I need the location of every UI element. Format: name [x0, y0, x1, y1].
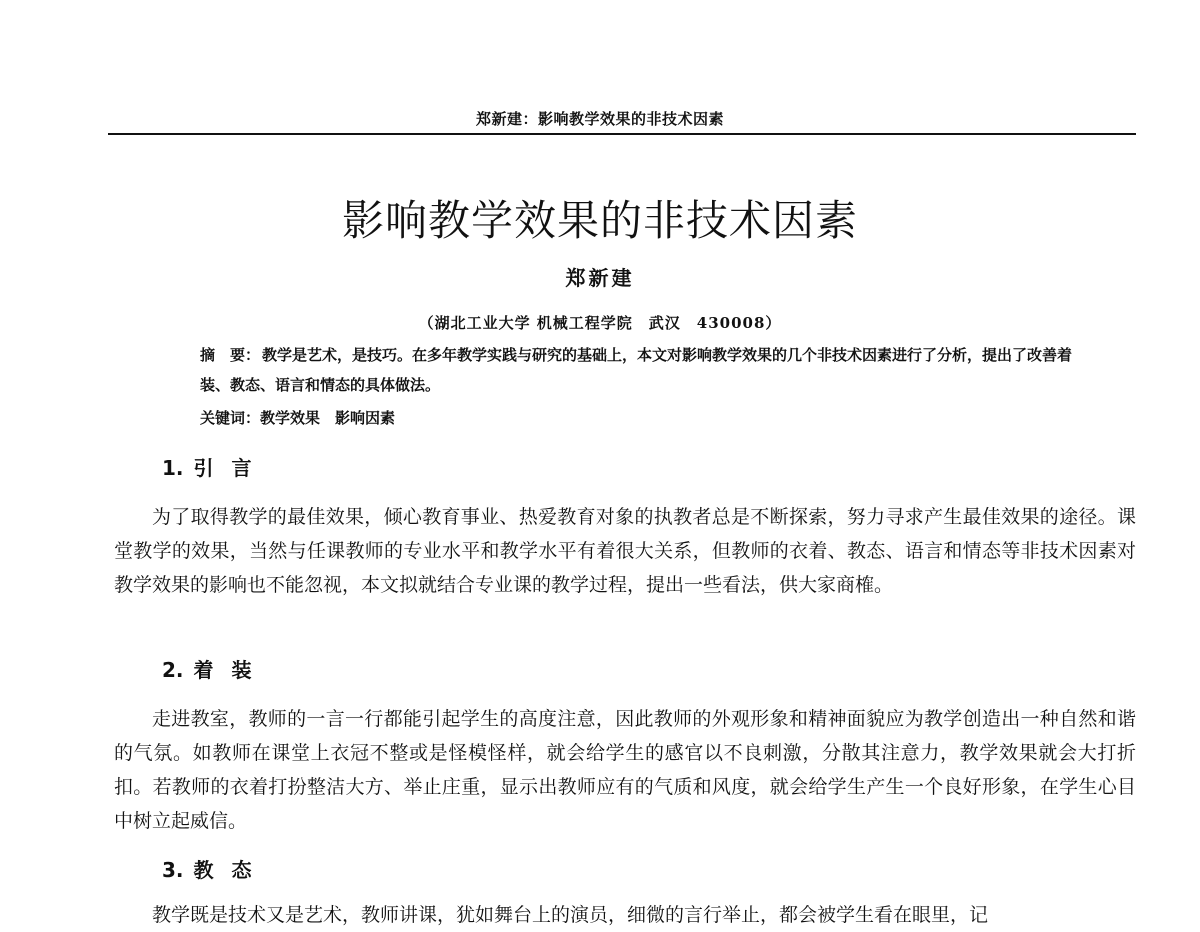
header-rule — [108, 133, 1136, 135]
author-name: 郑新建 — [565, 266, 635, 290]
section-number: 3. — [162, 858, 184, 882]
abstract — [200, 340, 1100, 400]
paper-title: 影响教学效果的非技术因素 — [341, 196, 858, 245]
keywords-text: 教学效果 影响因素 — [260, 409, 396, 427]
section-title: 着装 — [193, 658, 270, 682]
section-title: 教态 — [193, 858, 270, 882]
section-number: 2. — [162, 658, 184, 682]
section-heading-demeanor — [162, 854, 270, 883]
paragraph-introduction: 为了取得教学的最佳效果，倾心教育事业、热爱教育对象的执教者总是不断探索，努力寻求产生最佳效果的途径。课堂教学的效果，当然与任课教师的专业水平和教学水平有着很大关系，但教师的衣着、教态、语言和情态等非技术因素对教学效果的影响也不能忽视，本文拟就结合专业课的教学过程，提出一些看法，供大家商榷。 — [114, 506, 1136, 596]
abstract-label: 摘 要： — [200, 346, 261, 364]
author-affiliation: （湖北工业大学 机械工程学院 武汉 430008） — [418, 314, 782, 332]
section-number: 1. — [162, 456, 184, 480]
paragraph-demeanor: 教学既是技术又是艺术，教师讲课，犹如舞台上的演员，细微的言行举止，都会被学生看在眼里，记 — [152, 904, 989, 926]
section-title: 引言 — [193, 456, 270, 480]
keywords — [200, 405, 1100, 431]
section-heading-introduction — [162, 452, 270, 481]
running-header: 郑新建：影响教学效果的非技术因素 — [475, 110, 724, 128]
keywords-label: 关键词： — [200, 409, 261, 427]
abstract-text: 教学是艺术，是技巧。在多年教学实践与研究的基础上，本文对影响教学效果的几个非技术因素进行了分析，提出了改善着装、教态、语言和情态的具体做法。 — [200, 346, 1073, 394]
paragraph-attire: 走进教室，教师的一言一行都能引起学生的高度注意，因此教师的外观形象和精神面貌应为教学创造出一种自然和谐的气氛。如教师在课堂上衣冠不整或是怪模怪样，就会给学生的感官以不良刺激，分散其注意力，教学效果就会大打折扣。若教师的衣着打扮整洁大方、举止庄重，显示出教师应有的气质和风度，就会给学生产生一个良好形象，在学生心目中树立起威信。 — [114, 708, 1136, 832]
section-heading-attire — [162, 654, 270, 683]
